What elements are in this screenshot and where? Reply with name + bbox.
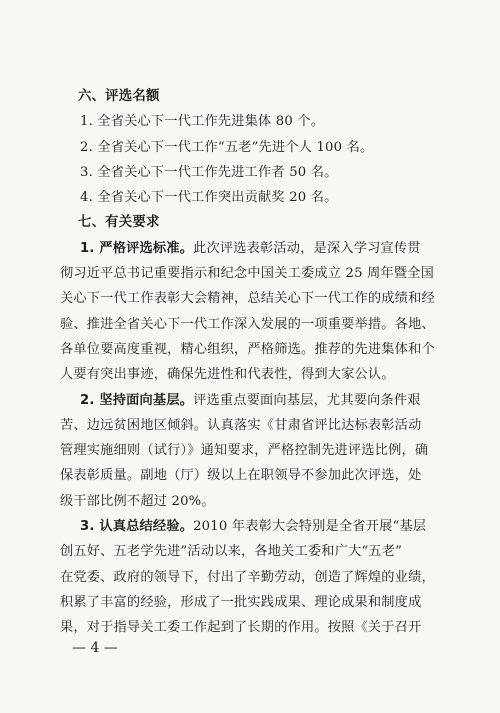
document-body (60, 84, 438, 641)
requirement-1-text: 此次评选表彰活动，是深入学习宣传贯 (193, 240, 421, 256)
section-heading-requirements: 七、有关要求 (78, 215, 160, 231)
requirement-2-line: 保表彰质量。副地（厅）级以上在职领导不参加此次评选，处 (60, 468, 422, 484)
requirement-1-first-line (78, 236, 438, 261)
requirement-3-line: 创五好、五老学先进”活动以来，各地关工委和广大“五老” (60, 544, 403, 560)
requirement-1-line: 关心下一代工作表彰大会精神，总结关心下一代工作的成绩和经 (60, 291, 435, 307)
requirement-3-line: 积累了丰富的经验，形成了一批实践成果、理论成果和制度成 (60, 594, 422, 610)
requirement-2-line: 管理实施细则（试行）》通知要求，严格控制先进评选比例，确 (60, 443, 429, 459)
requirement-2-line: 级干部比例不超过 20%。 (60, 493, 215, 509)
requirement-1-line: 人要有突出事迹，确保先进性和代表性，得到大家公认。 (60, 367, 395, 383)
quota-item-2: 2. 全省关心下一代工作“五老”先进个人 100 名。 (80, 139, 374, 155)
requirement-2-lead: 2. 坚持面向基层。 (80, 392, 194, 408)
section-heading-quota: 六、评选名额 (78, 89, 160, 104)
quota-item-4: 4. 全省关心下一代工作突出贡献奖 20 名。 (80, 190, 338, 206)
quota-item-3: 3. 全省关心下一代工作先进工作者 50 名。 (80, 164, 338, 180)
requirement-2-first-line (78, 388, 438, 413)
requirement-2-text: 评选重点要面向基层，尤其要向条件艰 (193, 392, 421, 408)
requirement-1-line: 彻习近平总书记重要指示和纪念中国关工委成立 25 周年暨全国 (60, 266, 435, 282)
page-number: — 4 — (72, 640, 118, 656)
requirement-3-line: 在党委、政府的领导下，付出了辛勤劳动，创造了辉煌的业绩， (60, 569, 435, 585)
requirement-1-line: 各单位要高度重视，精心组织，严格筛选。推荐的先进集体和个 (60, 341, 435, 357)
requirement-3-line: 果，对于指导关工委工作起到了长期的作用。按照《关于召开 (60, 620, 422, 636)
quota-item-1: 1. 全省关心下一代工作先进集体 80 个。 (80, 114, 325, 130)
requirement-1-lead: 1. 严格评选标准。 (80, 240, 194, 256)
requirement-2-line: 苦、边远贫困地区倾斜。认真落实《甘肃省评比达标表彰活动 (60, 417, 422, 433)
requirement-3-lead: 3. 认真总结经验。 (80, 519, 194, 535)
requirement-1-line: 验、推进全省关心下一代工作深入发展的一项重要举措。各地、 (60, 316, 435, 332)
requirement-3-first-line (78, 514, 438, 539)
requirement-3-text: 2010 年表彰大会特别是全省开展“基层 (193, 519, 427, 535)
